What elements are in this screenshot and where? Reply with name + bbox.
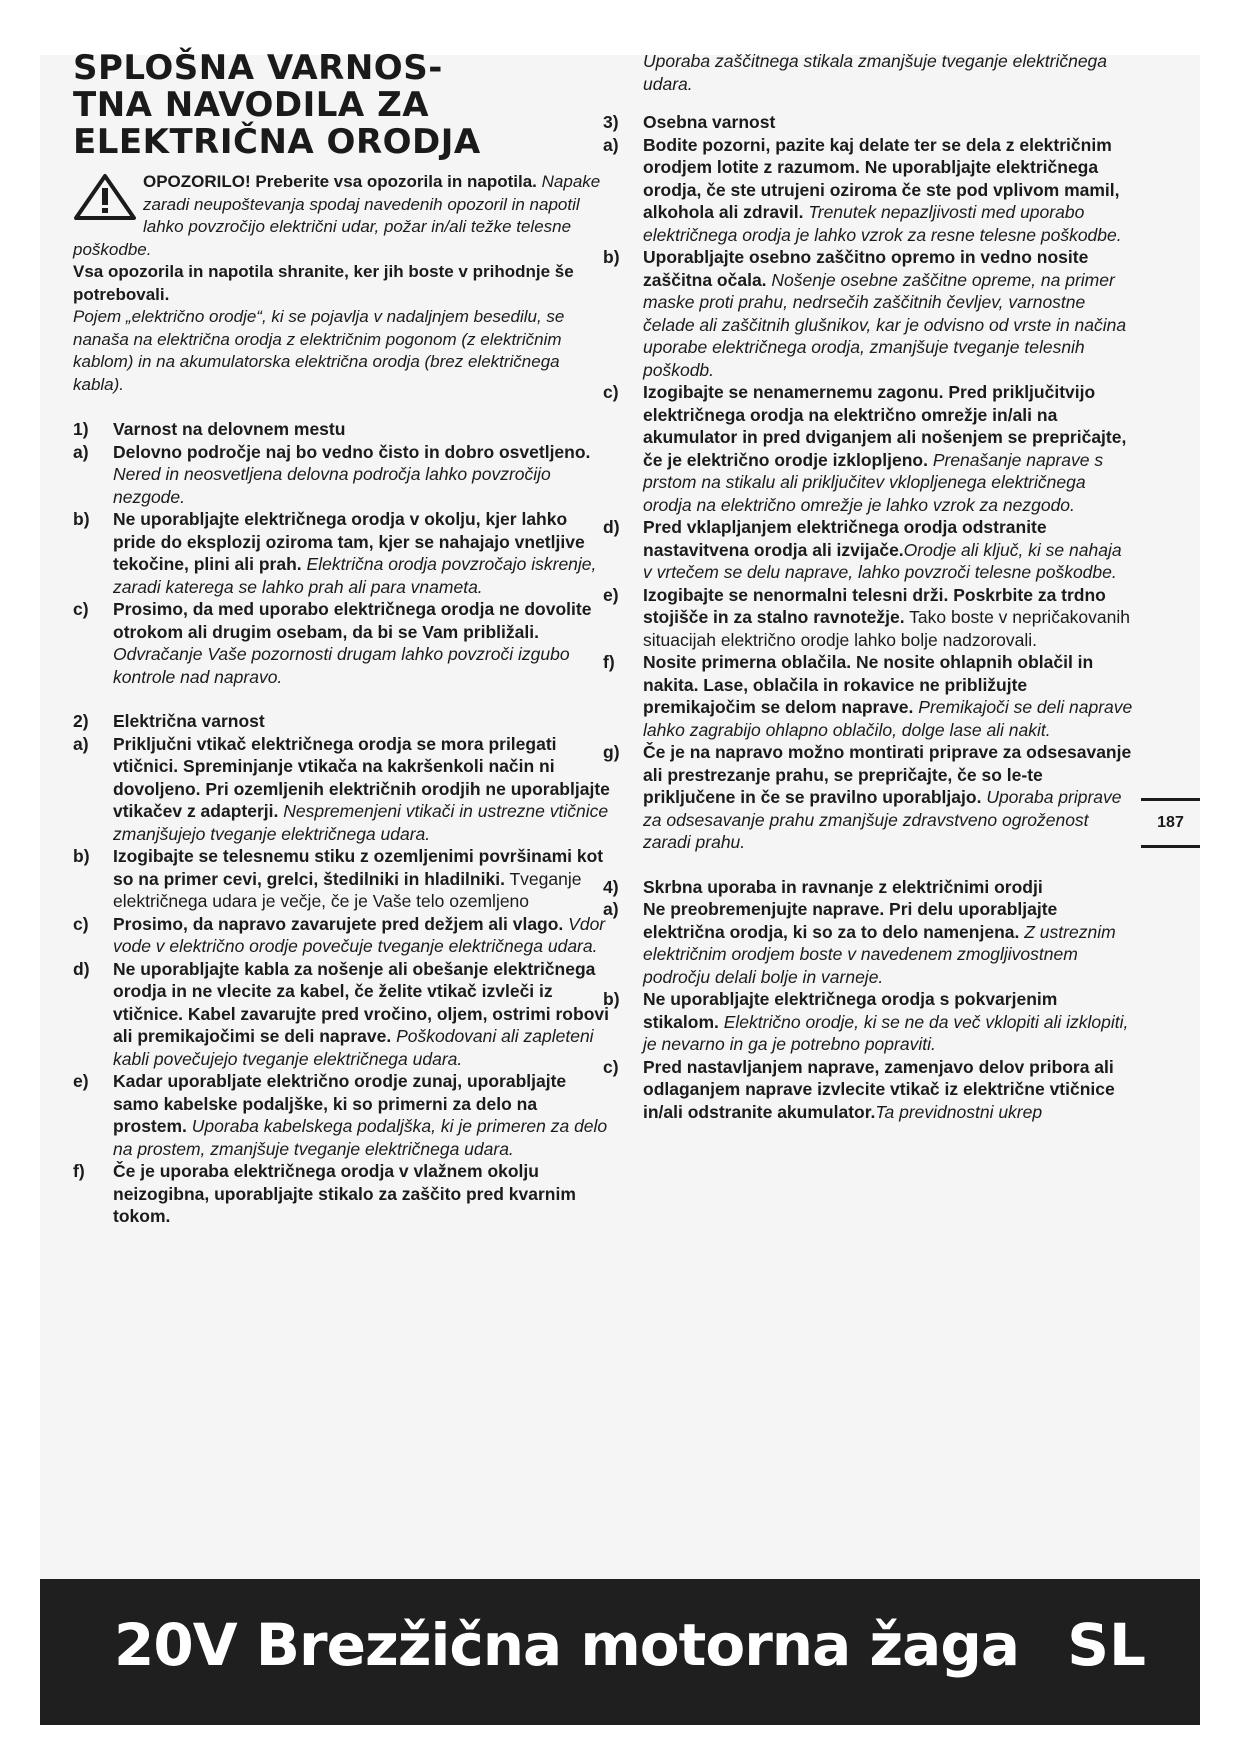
section-3-heading: 3) Osebna varnost — [603, 112, 776, 132]
list-item: c) Pred nastavljanjem naprave, zamenjavo delov pribora ali odlaganjem naprave izvlecite vtikač iz električne vtičnice in/ali odstranite akumulator.Ta previdnostni ukrep — [603, 1056, 1115, 1122]
language-code: SL — [1067, 1611, 1146, 1679]
section-title: SPLOŠNA VARNOS- TNA NAVODILA ZA ELEKTRIČNA ORODJA — [73, 48, 481, 162]
section-2-heading: 2) Električna varnost — [73, 711, 265, 731]
list-item: b) Uporabljajte osebno zaščitno opremo in vedno nosite zaščitna očala. Nošenje osebne zaščitne opreme, na primer maske proti prahu, nedrsečih zaščitnih čevljev, varnostne čelade ali zaščitnih glušnikov, kar je odvisno od vrste in načina uporabe električnega orodja, zmanjšuje tveganje telesnih poškodb. — [603, 247, 1127, 380]
list-item: d) Pred vklapljanjem električnega orodja odstranite nastavitvena orodja ali izvijače.Orodje ali ključ, ki se nahaja v vrtečem se delu naprave, lahko povzroči telesne poškodbe. — [603, 517, 1122, 582]
list-item: a) Delovno področje naj bo vedno čisto in dobro osvetljeno. Nered in neosvetljena delovna področja lahko povzročijo nezgode. — [73, 441, 591, 507]
warning-consequence: Napake zaradi neupoštevanja spodaj navedenih opozoril in napotil lahko povzročijo električni udar, požar in/ali težke telesne poškodbe. — [73, 172, 601, 259]
list-item: d) Ne uporabljajte kabla za nošenje ali obešanje električnega orodja in ne vlecite za kabel, če želite vtikač izvleči iz vtičnice. Kabel zavarujte pred vročino, oljem, ostrimi robovi ali premikajočimi se deli naprave. Poškodovani ali zapleteni kabli povečujejo tveganje električnega udara. — [73, 958, 609, 1069]
right-column — [603, 50, 1133, 1123]
left-column — [73, 50, 613, 1228]
warning-block — [73, 171, 613, 396]
list-item: a) Ne preobremenjujte naprave. Pri delu uporabljajte električna orodja, ki so za to delo namenjena. Z ustreznim električnim orodjem boste v navedenem zmogljivostnem področju delali bolje in varneje. — [603, 899, 1116, 987]
product-title: 20V Brezžična motorna žaga — [114, 1611, 1019, 1679]
list-item: e) Kadar uporabljate električno orodje zunaj, uporabljajte samo kabelske podaljške, ki so primerni za delo na prostem. Uporaba kabelskega podaljška, ki je primeren za delo na prostem, zmanjšuje tveganje električnega udara. — [73, 1071, 608, 1159]
list-item: b) Izogibajte se telesnemu stiku z ozemljenimi površinami kot so na primer cevi, grelci, štedilniki in hladilniki. Tveganje električnega udara je večje, če je Vaše telo ozemljeno — [73, 846, 604, 911]
keep-instructions: Vsa opozorila in napotila shranite, ker jih boste v prihodnje še potrebovali. — [73, 262, 574, 304]
list-item: g) Če je na napravo možno montirati priprave za odsesavanje ali prestrezanje prahu, se prepričajte, če so le-te priključene in če se pravilno uporabljajo. Uporaba priprave za odsesavanje prahu zmanjšuje zdravstveno ogroženost zaradi prahu. — [603, 742, 1132, 852]
section-4-heading: 4) Skrbna uporaba in ravnanje z električnimi orodji — [603, 876, 1043, 897]
list-item: a) Bodite pozorni, pazite kaj delate ter se dela z električnim orodjem lotite z razumom. Ne uporabljajte električnega orodja, če ste utrujeni oziroma če ste pod vplivom mamil, alkohola ali zdravil. Trenutek nepazljivosti med uporabo električnega orodja je lahko vzrok za resne telesne poškodbe. — [603, 134, 1122, 245]
list-item: a) Priključni vtikač električnega orodja se mora prilegati vtičnici. Spreminjanje vtikača na kakršenkoli način ni dovoljeno. Pri ozemljenih električnih orodjih ne uporabljajte vtikačev z adapterji. Nespremenjeni vtikači in ustrezne vtičnice zmanjšujejo tveganje električnega udara. — [73, 733, 610, 844]
continuation-text: Uporaba zaščitnega stikala zmanjšuje tveganje električnega udara. — [643, 51, 1108, 94]
list-item: f) Če je uporaba električnega orodja v vlažnem okolju neizogibna, uporabljajte stikalo za zaščito pred kvarnim tokom. — [73, 1161, 576, 1226]
list-item: b) Ne uporabljajte električnega orodja v okolju, kjer lahko pride do eksplozij oziroma tam, kjer se nahajajo vnetljive tekočine, plini ali prah. Električna orodja povzročajo iskrenje, zaradi katerega se lahko prah ali para vnameta. — [73, 509, 597, 597]
tool-definition: Pojem „električno orodje“, ki se pojavlja v nadaljnjem besedilu, se nanaša na električna orodja z električnim pogonom (z električnim kablom) in na akumulatorska električna orodja (brez električnega kabla). — [73, 307, 565, 394]
warning-lead: OPOZORILO! Preberite vsa opozorila in napotila. — [143, 172, 537, 191]
list-item: b) Ne uporabljajte električnega orodja s pokvarjenim stikalom. Električno orodje, ki se ne da več vklopiti ali izklopiti, je nevarno in ga je potrebno popraviti. — [603, 989, 1129, 1054]
list-item: c) Prosimo, da napravo zavarujete pred dežjem ali vlago. Vdor vode v električno orodje povečuje tveganje električnega udara. — [73, 913, 606, 956]
section-1-heading: 1) Varnost na delovnem mestu — [73, 419, 346, 439]
warning-triangle-icon — [73, 173, 137, 221]
list-item: c) Izogibajte se nenamernemu zagonu. Pred priključitvijo električnega orodja na električno omrežje in/ali na akumulator in pred dviganjem ali nošenjem se prepričajte, če je električno orodje izklopljeno. Prenašanje naprave s prstom na stikalu ali priključitev vklopljenega električnega orodja na električno omrežje je lahko vzrok za nezgodo. — [603, 382, 1127, 515]
list-item: c) Prosimo, da med uporabo električnega orodja ne dovolite otrokom ali drugim osebam, da bi se Vam približali. Odvračanje Vaše pozornosti drugam lahko povzroči izgubo kontrole nad napravo. — [73, 599, 592, 687]
footer-bar — [40, 1579, 1200, 1725]
list-item: f) Nosite primerna oblačila. Ne nosite ohlapnih oblačil in nakita. Lase, oblačila in rokavice ne približujte premikajočim se delom naprave. Premikajoči se deli naprave lahko zagrabijo ohlapno oblačilo, dolge lase ali nakit. — [603, 652, 1133, 740]
list-item: e) Izogibajte se nenormalni telesni drži. Poskrbite za trdno stojišče in za stalno ravnotežje. Tako boste v nepričakovanih situacijah električno orodje lahko bolje nadzorovali. — [603, 584, 1130, 650]
page-number: 187 — [1141, 798, 1200, 848]
